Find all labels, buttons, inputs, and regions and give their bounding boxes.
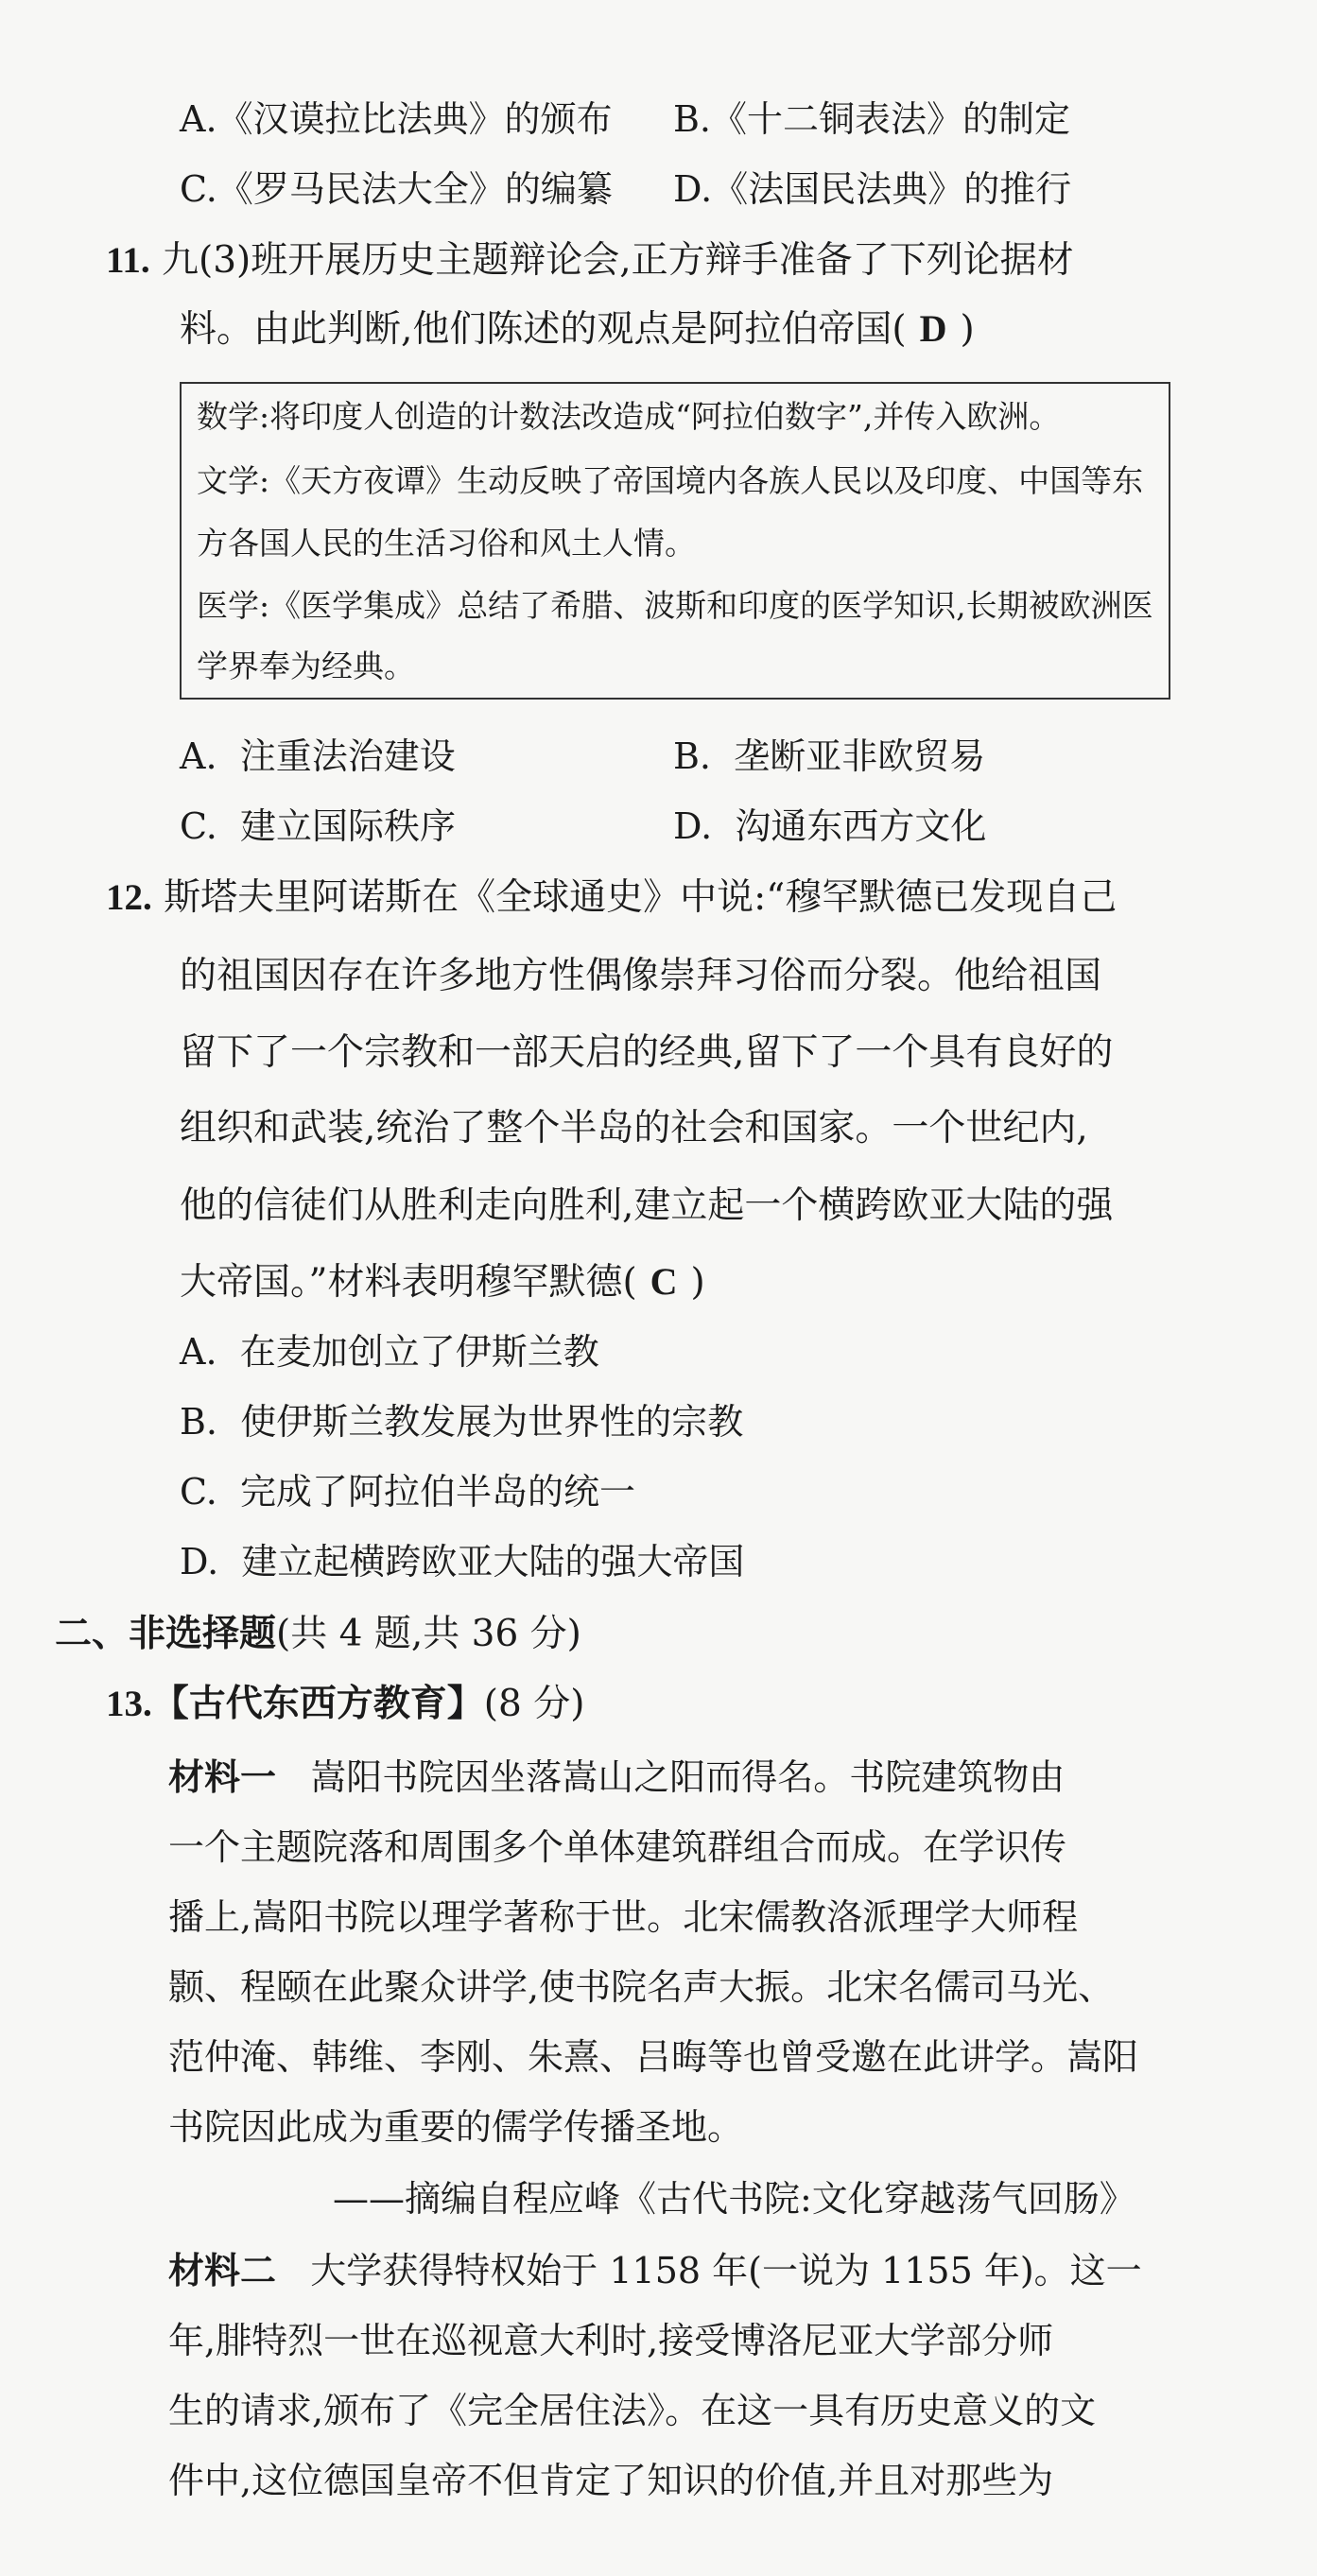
q12-stem-line3: 留下了一个宗教和一部天启的经典,留下了一个具有良好的 xyxy=(180,1031,1114,1074)
q12-option-b xyxy=(180,1393,743,1450)
material1-line4: 颢、程颐在此聚众讲学,使书院名声大振。北宋名儒司马光、 xyxy=(168,1966,1115,2008)
material2-line4: 件中,这位德国皇帝不但肯定了知识的价值,并且对那些为 xyxy=(168,2460,1054,2501)
q10-option-a xyxy=(180,91,613,147)
option-text: 在麦加创立了伊斯兰教 xyxy=(239,1331,599,1373)
option-text: 《汉谟拉比法典》的颁布 xyxy=(217,98,613,140)
material1-line1 xyxy=(168,1749,1065,1806)
q10-option-c xyxy=(180,161,613,217)
section-heading xyxy=(55,1605,581,1663)
q10-option-b xyxy=(673,91,1070,147)
option-letter: B. xyxy=(673,735,712,777)
q13-header xyxy=(106,1675,584,1733)
q11-stem-line2 xyxy=(180,301,975,358)
option-letter: A. xyxy=(180,735,217,777)
material1-line3: 播上,嵩阳书院以理学著称于世。北宋儒教洛派理学大师程 xyxy=(168,1896,1079,1938)
material2-line2: 年,腓特烈一世在巡视意大利时,接受博洛尼亚大学部分师 xyxy=(168,2320,1054,2361)
evidence-literature-1: 文学:《天方夜谭》生动反映了帝国境内各族人民以及印度、中国等东 xyxy=(197,462,1144,499)
material2-line1 xyxy=(168,2242,1142,2299)
q12-option-d xyxy=(180,1533,744,1590)
option-text: 使伊斯兰教发展为世界性的宗教 xyxy=(240,1401,744,1443)
material1-line2: 一个主题院落和周围多个单体建筑群组合而成。在学识传 xyxy=(168,1826,1067,1868)
evidence-medicine-2: 学界奉为经典。 xyxy=(197,648,415,684)
q12-stem-line1 xyxy=(106,870,1117,926)
evidence-medicine-1: 医学:《医学集成》总结了希腊、波斯和印度的医学知识,长期被欧洲医 xyxy=(197,587,1153,624)
option-letter: C. xyxy=(180,168,217,210)
material2-line3: 生的请求,颁布了《完全居住法》。在这一具有历史意义的文 xyxy=(168,2390,1097,2431)
question-number: 12. xyxy=(106,877,152,918)
material-label: 材料二 xyxy=(168,2249,277,2291)
option-text: 沟通东西方文化 xyxy=(735,805,987,847)
question-score: (8 分) xyxy=(483,1683,585,1725)
material1-line6: 书院因此成为重要的儒学传播圣地。 xyxy=(168,2106,744,2148)
material1-source: ——摘编自程应峰《古代书院:文化穿越荡气回肠》 xyxy=(333,2178,1135,2220)
answer-mark: D xyxy=(919,307,947,350)
question-topic: 【古代东西方教育】 xyxy=(151,1682,484,1725)
option-letter: B. xyxy=(180,1401,218,1443)
stem-text: 九(3)班开展历史主题辩论会,正方辩手准备了下列论据材 xyxy=(162,239,1074,282)
question-number: 13. xyxy=(106,1684,152,1724)
option-letter: C. xyxy=(180,805,217,847)
evidence-math: 数学:将印度人创造的计数法改造成“阿拉伯数字”,并传入欧洲。 xyxy=(197,398,1061,435)
stem-text: 大帝国。”材料表明穆罕默德( xyxy=(180,1261,637,1304)
q11-option-c xyxy=(180,798,456,855)
material1-line5: 范仲淹、韩维、李刚、朱熹、吕晦等也曾受邀在此讲学。嵩阳 xyxy=(168,2036,1139,2078)
q11-evidence-box xyxy=(180,382,1170,700)
option-text: 《法国民法典》的推行 xyxy=(712,168,1072,210)
option-text: 《十二铜表法》的制定 xyxy=(711,98,1071,140)
section-note: (共 4 题,共 36 分) xyxy=(276,1613,581,1655)
option-text: 注重法治建设 xyxy=(239,735,456,777)
stem-text: ) xyxy=(690,1261,705,1304)
option-letter: C. xyxy=(180,1471,217,1513)
option-text: 完成了阿拉伯半岛的统一 xyxy=(239,1471,635,1513)
option-letter: B. xyxy=(673,98,712,140)
option-letter: D. xyxy=(673,168,713,210)
q12-stem-line5: 他的信徒们从胜利走向胜利,建立起一个横跨欧亚大陆的强 xyxy=(180,1184,1114,1227)
option-text: 《罗马民法大全》的编纂 xyxy=(217,168,613,210)
material-label: 材料一 xyxy=(168,1755,277,1798)
answer-mark: C xyxy=(650,1260,678,1303)
q11-stem-line1 xyxy=(106,233,1074,289)
option-text: 建立起横跨欧亚大陆的强大帝国 xyxy=(241,1541,745,1582)
section-title: 二、非选择题 xyxy=(55,1612,277,1655)
q11-option-b xyxy=(673,728,985,785)
option-text: 垄断亚非欧贸易 xyxy=(734,735,986,777)
q12-option-c xyxy=(180,1463,635,1520)
q11-option-d xyxy=(673,798,986,855)
stem-text: 料。由此判断,他们陈述的观点是阿拉伯帝国( xyxy=(180,308,907,351)
stem-text: 斯塔夫里阿诺斯在《全球通史》中说:“穆罕默德已发现自己 xyxy=(164,876,1118,919)
q10-option-d xyxy=(673,161,1071,217)
option-text: 建立国际秩序 xyxy=(239,805,456,847)
material-text: 嵩阳书院因坐落嵩山之阳而得名。书院建筑物由 xyxy=(310,1756,1066,1798)
question-number: 11. xyxy=(106,240,150,281)
stem-text: ) xyxy=(960,308,975,351)
q11-option-a xyxy=(180,728,456,785)
option-letter: A. xyxy=(180,98,217,140)
q12-stem-line2: 的祖国因存在许多地方性偶像崇拜习俗而分裂。他给祖国 xyxy=(180,955,1102,997)
evidence-literature-2: 方各国人民的生活习俗和风土人情。 xyxy=(197,525,696,562)
material-text: 大学获得特权始于 1158 年(一说为 1155 年)。这一 xyxy=(310,2250,1142,2291)
q12-stem-line6 xyxy=(180,1253,705,1311)
option-letter: A. xyxy=(180,1331,217,1373)
q12-stem-line4: 组织和武装,统治了整个半岛的社会和国家。一个世纪内, xyxy=(180,1107,1088,1150)
option-letter: D. xyxy=(673,805,713,847)
q12-option-a xyxy=(180,1323,599,1380)
option-letter: D. xyxy=(180,1541,219,1582)
